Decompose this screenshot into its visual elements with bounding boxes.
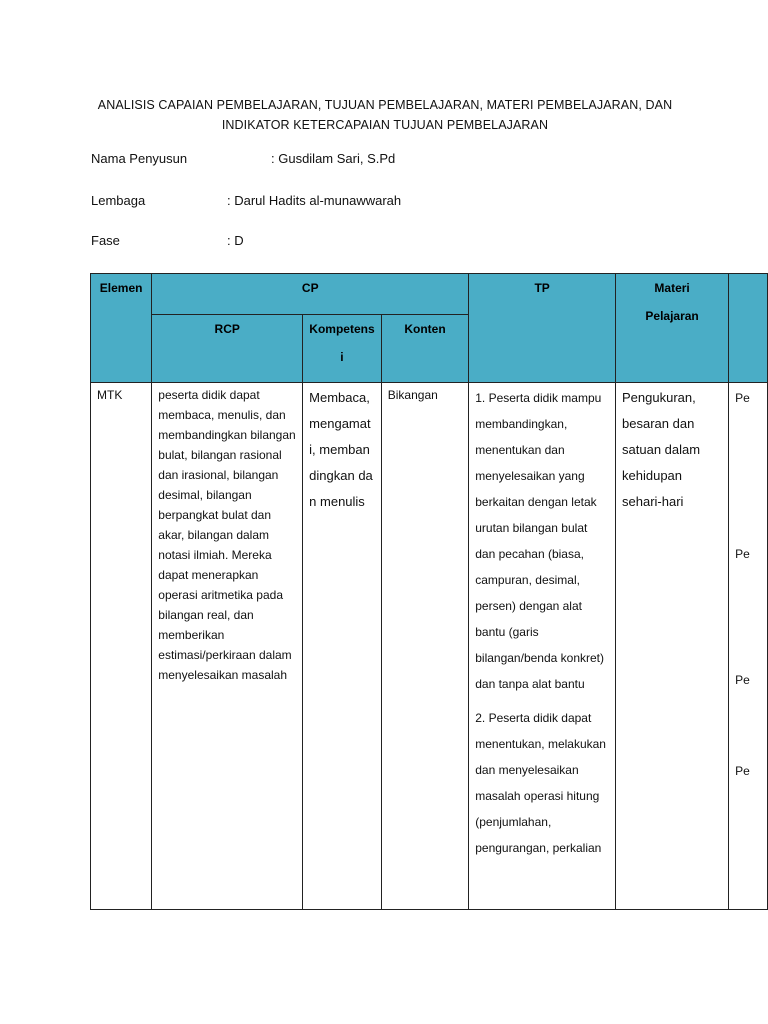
title-line-2: INDIKATOR KETERCAPAIAN TUJUAN PEMBELAJARAN xyxy=(221,118,549,132)
header-rcp: RCP xyxy=(152,315,303,383)
cell-rcp-text: peserta didik dapat membaca, menulis, dan membandingkan bilangan bulat, bilangan rasional dan irasional, bilangan desimal, bilangan berpangkat bulat dan akar, bilangan dalam notasi ilmiah. Mereka dapat menerapkan operasi aritmetika pada bilangan real, dan memberikan estimasi/perkiraan dalam menyelesaikan masalah xyxy=(158,388,296,682)
document-title xyxy=(60,95,710,135)
header-kompetensi xyxy=(303,315,382,383)
cell-konten xyxy=(381,383,468,910)
cell-elemen xyxy=(91,383,152,910)
header-cp: CP xyxy=(152,274,469,315)
meta-label: Nama Penyusun xyxy=(91,151,188,166)
header-konten: Konten xyxy=(381,315,468,383)
tp-item: 1. Peserta didik mampu membandingkan, menentukan dan menyelesaikan yang berkaitan dengan letak urutan bilangan bulat dan pecahan (biasa, campuran, desimal, persen) dengan alat bantu (garis bilangan/benda konkret) dan tanpa alat bantu xyxy=(475,391,604,691)
header-next-col xyxy=(729,274,768,383)
header-materi xyxy=(616,274,729,383)
header-tp: TP xyxy=(469,274,616,383)
header-materi-label: Materi Pelajaran xyxy=(645,281,699,323)
cell-next-col-content xyxy=(729,383,767,784)
header-elemen: Elemen xyxy=(91,274,152,383)
meta-label: Fase xyxy=(91,233,120,248)
analysis-table xyxy=(90,273,768,910)
meta-value: : D xyxy=(227,233,244,248)
cell-next-col xyxy=(729,383,768,910)
cell-materi-text: Pengukuran, besaran dan satuan dalam kehidupan sehari-hari xyxy=(622,390,701,509)
cell-rcp xyxy=(152,383,303,910)
next-col-fragment: Pe xyxy=(735,547,750,561)
meta-value: : Darul Hadits al-munawwarah xyxy=(227,193,402,208)
next-col-fragment: Pe xyxy=(735,673,750,687)
header-kompetensi-label: Kompetensi xyxy=(309,322,375,364)
tp-item: 2. Peserta didik dapat menentukan, melakukan dan menyelesaikan masalah operasi hitung (penjumlahan, pengurangan, perkalian xyxy=(475,711,606,855)
cell-elemen-text: MTK xyxy=(97,388,123,402)
meta-value: : Gusdilam Sari, S.Pd xyxy=(271,151,396,166)
cell-tp xyxy=(469,383,616,910)
next-col-fragment: Pe xyxy=(735,764,750,778)
cell-kompetensi xyxy=(303,383,382,910)
cell-kompetensi-text: Membaca, mengamati, membandingkan dan menulis xyxy=(309,390,373,509)
meta-label: Lembaga xyxy=(91,193,146,208)
cell-konten-text: Bikangan xyxy=(387,388,438,402)
title-line-1: ANALISIS CAPAIAN PEMBELAJARAN, TUJUAN PEMBELAJARAN, MATERI PEMBELAJARAN, DAN xyxy=(97,98,673,112)
table-row xyxy=(91,383,768,910)
cell-tp-content xyxy=(469,383,615,909)
cell-materi xyxy=(616,383,729,910)
next-col-fragment: Pe xyxy=(735,391,750,405)
